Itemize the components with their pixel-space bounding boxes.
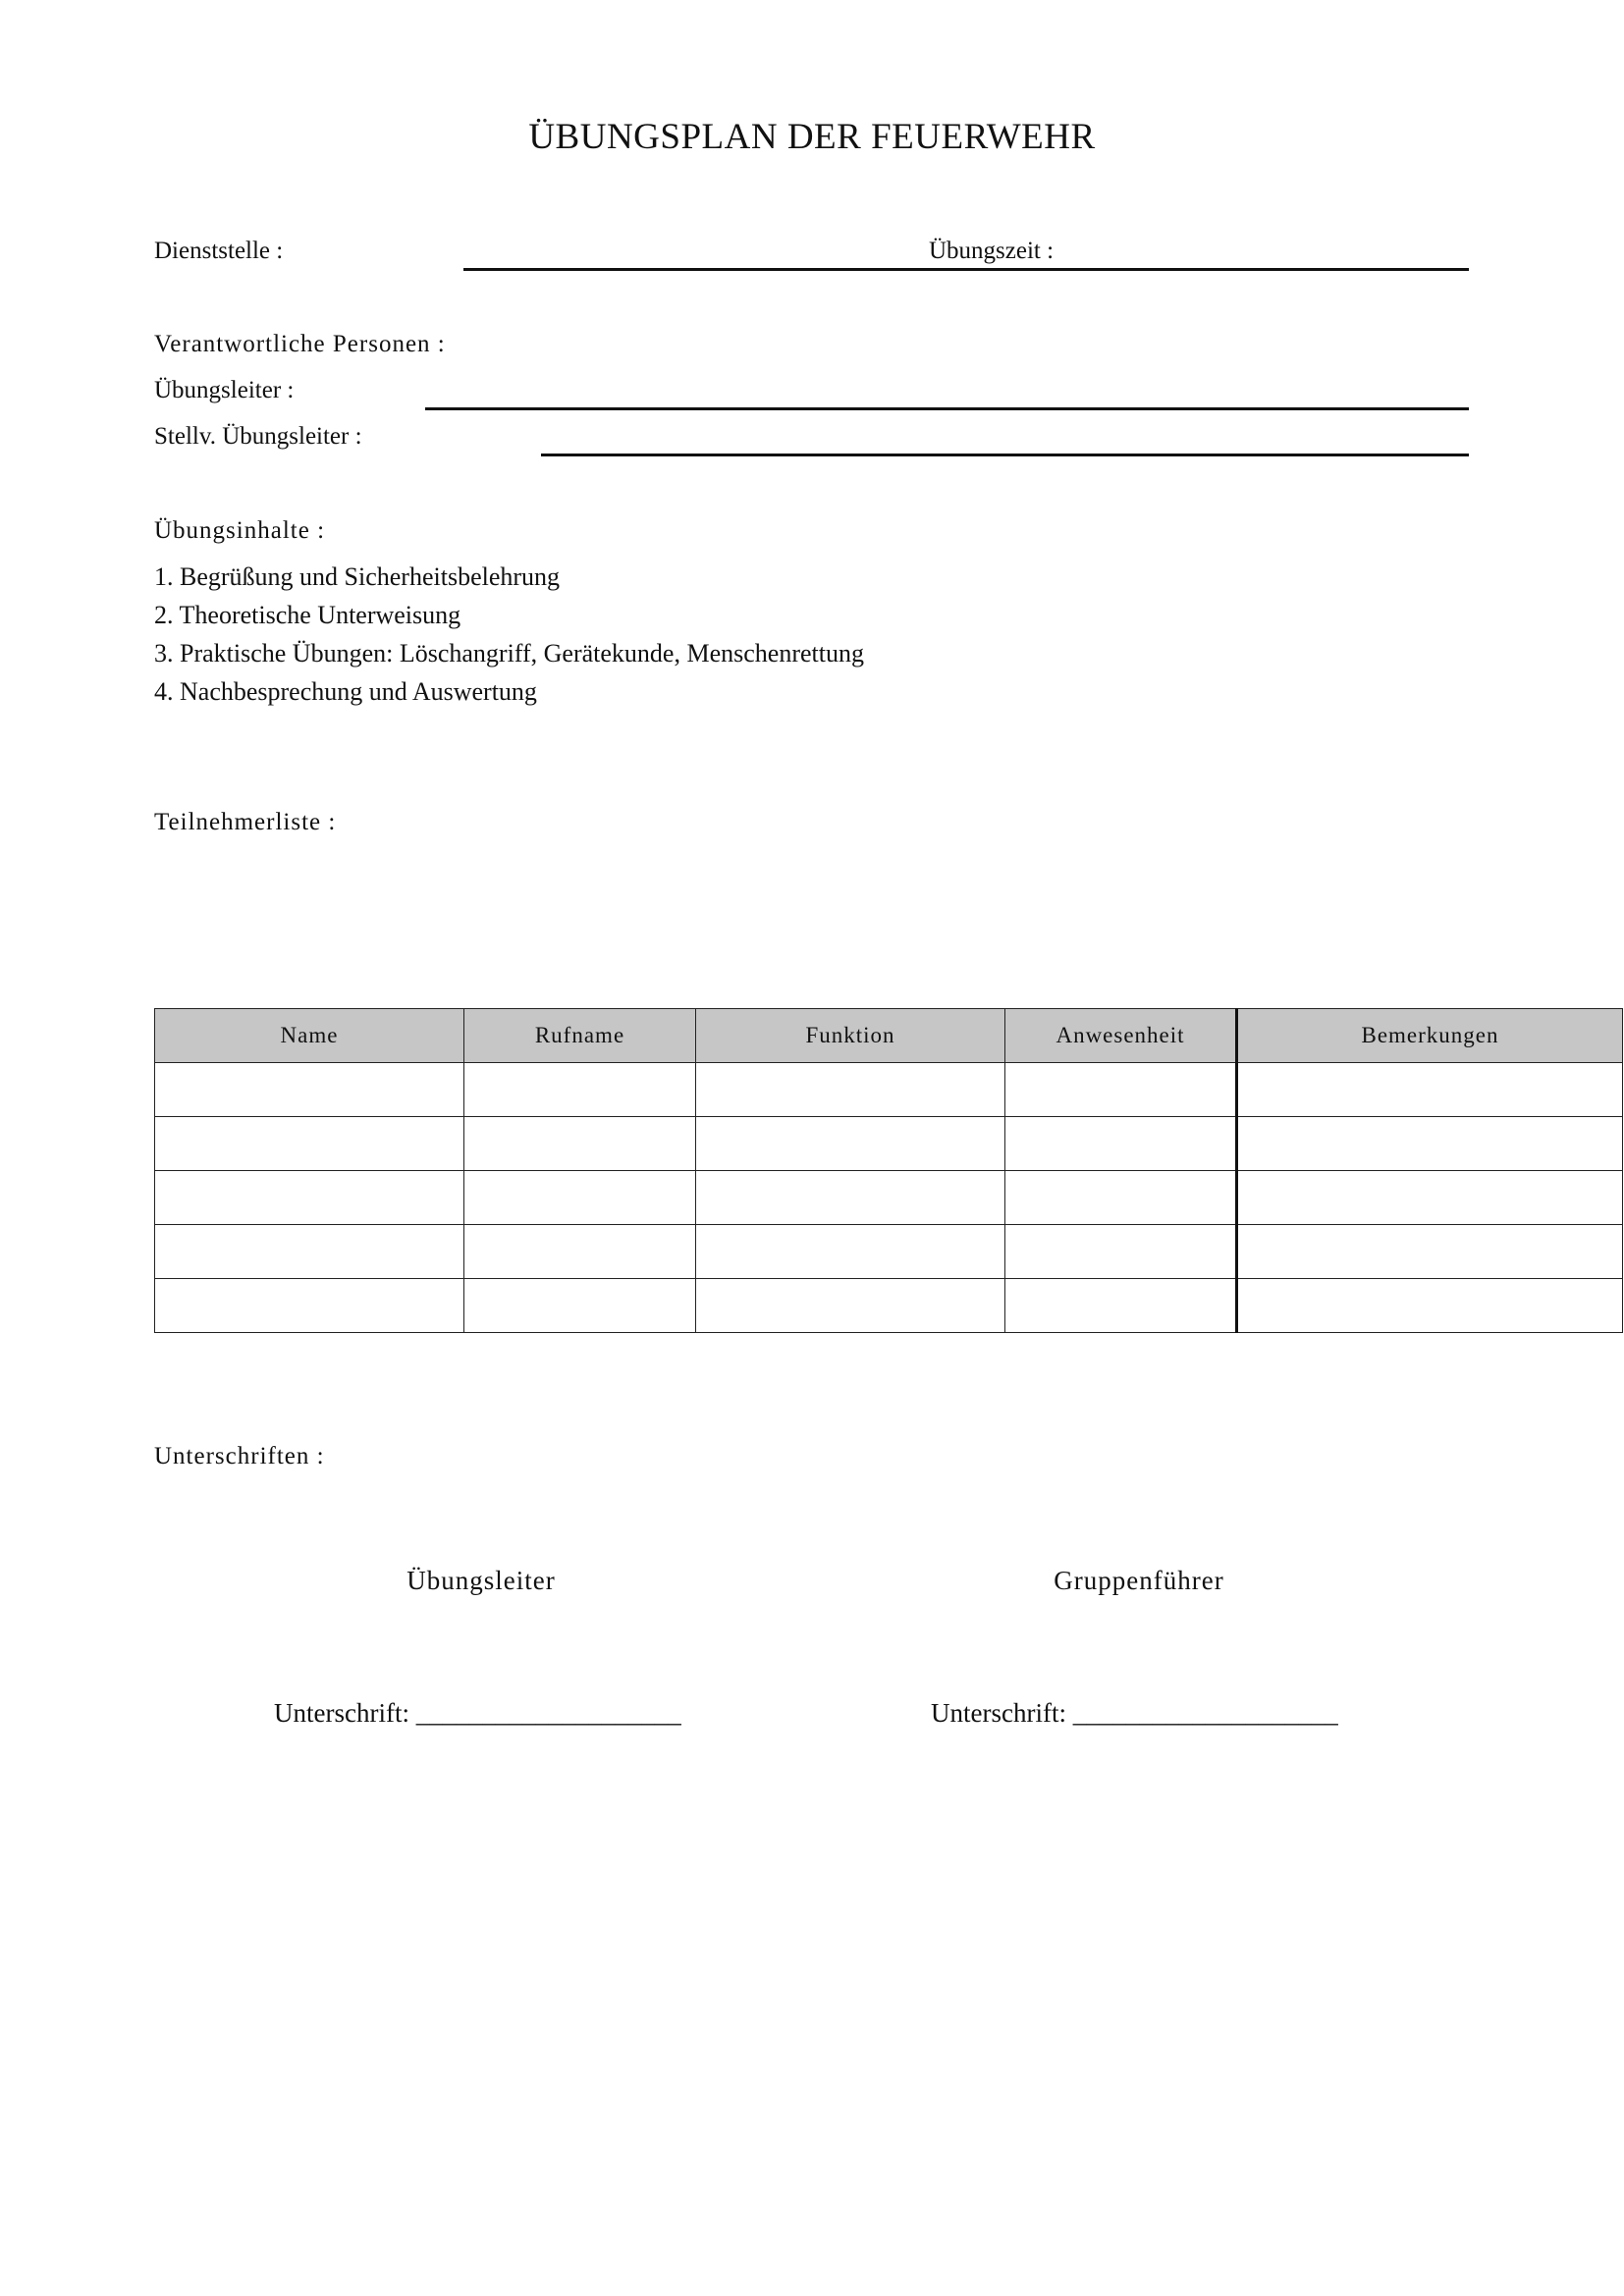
table-cell[interactable] <box>1237 1279 1623 1333</box>
verantwortliche-label: Verantwortliche Personen : <box>154 331 446 357</box>
table-row <box>155 1225 1623 1279</box>
table-cell[interactable] <box>464 1279 696 1333</box>
table-cell[interactable] <box>1237 1225 1623 1279</box>
table-row <box>155 1063 1623 1117</box>
list-item: 4. Nachbesprechung und Auswertung <box>154 677 537 706</box>
column-header-bemerkungen: Bemerkungen <box>1237 1009 1623 1063</box>
uebungsinhalte-label: Übungsinhalte : <box>154 517 326 544</box>
table-cell[interactable] <box>155 1279 464 1333</box>
uebungszeit-label: Übungszeit : <box>929 238 1055 264</box>
table-cell[interactable] <box>155 1171 464 1225</box>
table-cell[interactable] <box>464 1063 696 1117</box>
list-item: 2. Theoretische Unterweisung <box>154 601 461 629</box>
table-cell[interactable] <box>1005 1171 1237 1225</box>
dienststelle-field[interactable] <box>463 268 1469 271</box>
signature-field-gruppenfuehrer[interactable]: Unterschrift: ____________________ <box>931 1698 1338 1728</box>
list-item: 3. Praktische Übungen: Löschangriff, Gerätekunde, Menschenrettung <box>154 639 864 667</box>
table-cell[interactable] <box>696 1225 1005 1279</box>
participants-table <box>154 1008 1623 1333</box>
table-cell[interactable] <box>696 1171 1005 1225</box>
table-cell[interactable] <box>155 1063 464 1117</box>
teilnehmerliste-label: Teilnehmerliste : <box>154 809 337 835</box>
table-cell[interactable] <box>464 1117 696 1171</box>
table-cell[interactable] <box>464 1171 696 1225</box>
signature-role-uebungsleiter: Übungsleiter <box>406 1566 556 1595</box>
column-header-anwesenheit: Anwesenheit <box>1005 1009 1237 1063</box>
table-cell[interactable] <box>155 1225 464 1279</box>
table-cell[interactable] <box>1005 1117 1237 1171</box>
table-cell[interactable] <box>696 1279 1005 1333</box>
page-title: ÜBUNGSPLAN DER FEUERWEHR <box>528 117 1096 157</box>
signature-role-gruppenfuehrer: Gruppenführer <box>1054 1566 1224 1595</box>
table-cell[interactable] <box>1237 1171 1623 1225</box>
dienststelle-label: Dienststelle : <box>154 238 284 264</box>
signature-field-uebungsleiter[interactable]: Unterschrift: ____________________ <box>274 1698 681 1728</box>
table-cell[interactable] <box>1237 1063 1623 1117</box>
uebungsleiter-label: Übungsleiter : <box>154 377 295 403</box>
table-cell[interactable] <box>1237 1117 1623 1171</box>
unterschriften-label: Unterschriften : <box>154 1443 325 1469</box>
stellv-uebungsleiter-field[interactable] <box>541 454 1469 456</box>
table-cell[interactable] <box>1005 1225 1237 1279</box>
table-header-row <box>155 1009 1623 1063</box>
stellv-uebungsleiter-label: Stellv. Übungsleiter : <box>154 423 362 450</box>
table-cell[interactable] <box>155 1117 464 1171</box>
table-cell[interactable] <box>696 1117 1005 1171</box>
table-row <box>155 1117 1623 1171</box>
column-header-name: Name <box>155 1009 464 1063</box>
list-item: 1. Begrüßung und Sicherheitsbelehrung <box>154 562 561 591</box>
column-header-funktion: Funktion <box>696 1009 1005 1063</box>
table-cell[interactable] <box>464 1225 696 1279</box>
table-row <box>155 1171 1623 1225</box>
table-cell[interactable] <box>696 1063 1005 1117</box>
table-row <box>155 1279 1623 1333</box>
table-cell[interactable] <box>1005 1279 1237 1333</box>
table-cell[interactable] <box>1005 1063 1237 1117</box>
uebungsleiter-field[interactable] <box>425 407 1469 410</box>
column-header-rufname: Rufname <box>464 1009 696 1063</box>
